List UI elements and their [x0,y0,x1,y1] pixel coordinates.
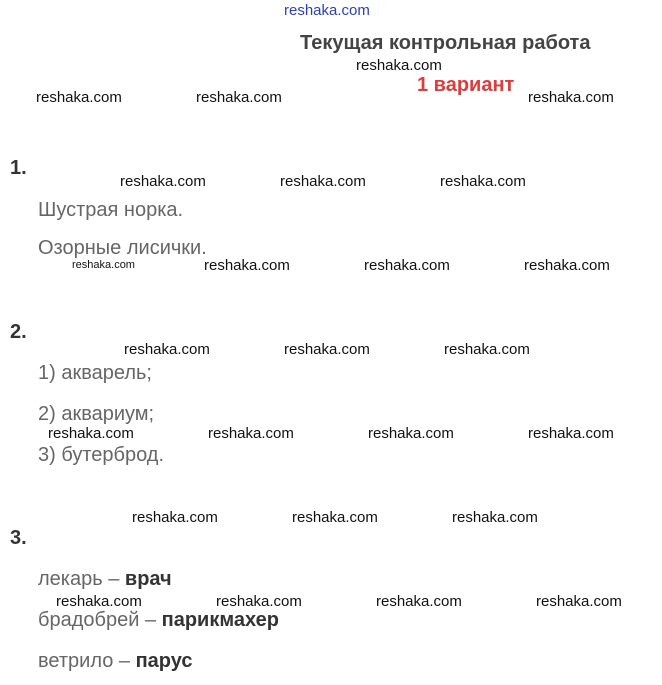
watermark: reshaka.com [196,89,282,106]
page-title: Текущая контрольная работа [300,32,591,54]
task-1-number: 1. [10,157,27,179]
pair-word: лекарь [38,568,103,590]
watermark: reshaka.com [204,257,290,274]
task-3-pair [38,650,193,673]
watermark: reshaka.com [364,257,450,274]
watermark: reshaka.com [368,425,454,442]
watermark: reshaka.com [124,341,210,358]
watermark: reshaka.com [452,509,538,526]
watermark: reshaka.com [440,173,526,190]
pair-word: брадобрей [38,609,140,631]
pair-dash: – [139,609,162,631]
watermark: reshaka.com [284,341,370,358]
task-3-number: 3. [10,527,27,549]
watermark: reshaka.com [56,593,142,610]
watermark: reshaka.com [120,173,206,190]
watermark: reshaka.com [524,257,610,274]
pair-dash: – [113,650,136,672]
watermark: reshaka.com [208,425,294,442]
watermark: reshaka.com [132,509,218,526]
watermark: reshaka.com [528,89,614,106]
watermark: reshaka.com [528,425,614,442]
watermark: reshaka.com [356,57,442,74]
pair-word: ветрило [38,650,114,672]
watermark: reshaka.com [292,509,378,526]
task-3-pair [38,609,279,632]
task-2-answer-line: 1) акварель; [38,362,152,384]
watermark: reshaka.com [72,259,135,271]
task-1-answer-line: Озорные лисички. [38,237,207,259]
watermark: reshaka.com [216,593,302,610]
task-3-pair [38,568,172,591]
watermark: reshaka.com [444,341,530,358]
variant-label: 1 вариант [417,74,515,96]
watermark-top: reshaka.com [284,2,370,19]
pair-answer: парикмахер [161,609,279,631]
task-2-answer-line: 3) бутерброд. [38,444,165,466]
pair-answer: парус [135,650,193,672]
watermark: reshaka.com [280,173,366,190]
task-2-number: 2. [10,321,27,343]
watermark: reshaka.com [376,593,462,610]
task-2-answer-line: 2) аквариум; [38,403,155,425]
watermark: reshaka.com [48,425,134,442]
task-1-answer-line: Шустрая норка. [38,199,184,221]
pair-dash: – [102,568,125,590]
watermark: reshaka.com [36,89,122,106]
watermark: reshaka.com [536,593,622,610]
pair-answer: врач [124,568,172,590]
